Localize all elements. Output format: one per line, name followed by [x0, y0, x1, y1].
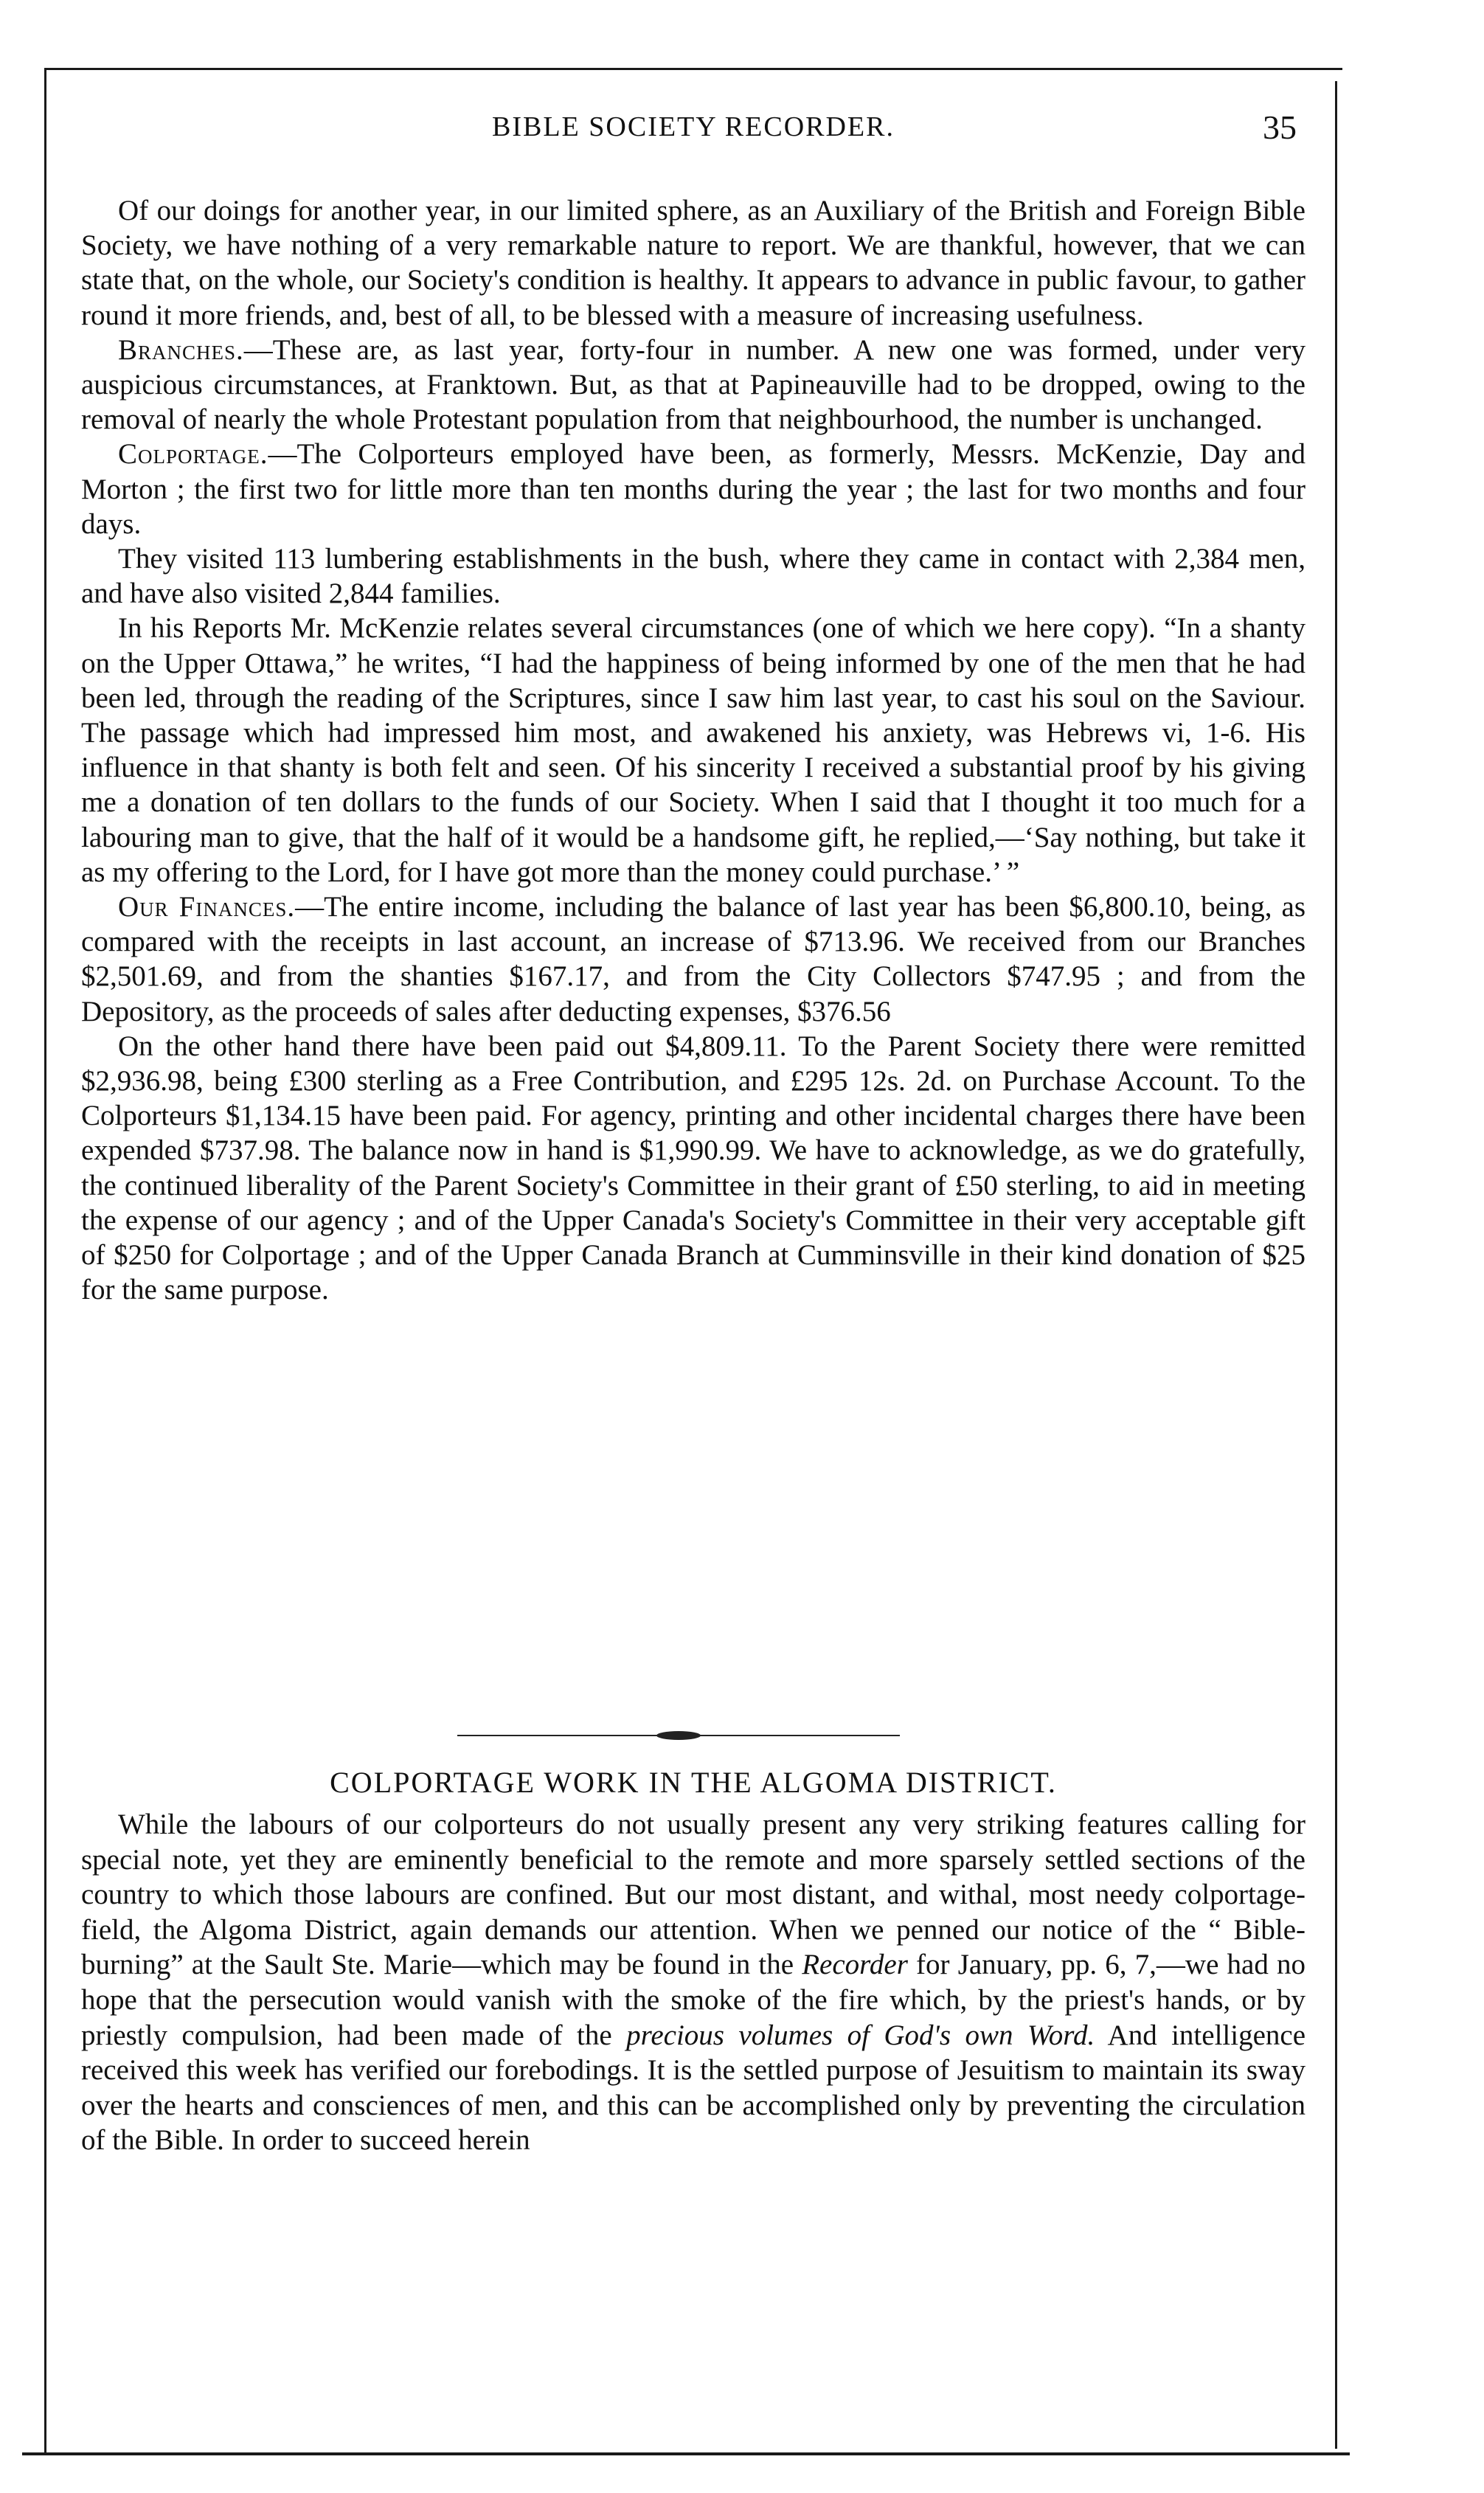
colportage-paragraph	[81, 437, 1306, 541]
report-body	[81, 193, 1306, 1308]
page-header	[81, 108, 1306, 162]
recorder-title: Recorder	[802, 1949, 908, 1981]
finances-text: —The entire income, including the balance of last year has been $6,800.10, being, as compared with the receipts in last account, an increase of $713.96. We received from our Branches $2,501.69, and from the shanties $167.17, and from the City Collectors $747.95 ; and from the Depository, as the proceeds of sales after deducting expenses, $376.56	[81, 891, 1306, 1027]
precious-volumes-phrase: precious volumes of God's own Word.	[626, 2019, 1095, 2051]
branches-paragraph	[81, 333, 1306, 437]
algoma-text-b: for January, pp. 6, 7,—we had no hope that the persecution would vanish with the smoke of the fire which, by the priest's hands, or by priestly compulsion, had been made of the	[81, 1949, 1306, 2051]
colportage-label: Colportage.	[118, 438, 268, 471]
separator-ornament-icon	[656, 1731, 701, 1740]
finances-paragraph	[81, 890, 1306, 1029]
running-title: BIBLE SOCIETY RECORDER.	[492, 111, 895, 142]
mckenzie-paragraph: In his Reports Mr. McKenzie relates several circumstances (one of which we here copy). “In a shanty on the Upper Ottawa,” he writes, “I had the happiness of being informed by one of the men that he had been led, through the reading of the Scriptures, since I saw him last year, to cast his soul on the Saviour. The passage which had impressed him most, and awakened his anxiety, was Hebrews vi, 1-6. His influence in that shanty is both felt and seen. Of his sincerity I received a substantial proof by his giving me a donation of ten dollars to the funds of our Society. When I said that I thought it too much for a labouring man to give, that the half of it would be a handsome gift, he replied,—‘Say nothing, but take it as my offering to the Lord, for I have got more than the money could purchase.’ ”	[81, 612, 1306, 888]
visited-paragraph: They visited 113 lumbering establishments in the bush, where they came in contact with 2,384 men, and have also visited 2,844 families.	[81, 543, 1306, 610]
section-heading: COLPORTAGE WORK IN THE ALGOMA DISTRICT.	[330, 1766, 1057, 1799]
colportage-text: —The Colporteurs employed have been, as formerly, Messrs. McKenzie, Day and Morton ; the first two for little more than ten months during the year ; the last for two months and four days.	[81, 438, 1306, 540]
right-border-rule	[1335, 81, 1337, 2449]
algoma-paragraph	[81, 1807, 1306, 2158]
left-border-rule	[44, 68, 46, 2452]
algoma-text-a: While the labours of our colporteurs do not usually present any very striking features calling for special note, yet they are eminently beneficial to the remote and more sparsely settled sections of the country to which those labours are confined. But our most distant, and withal, most needy colportage-field, the Algoma District, again demands our attention. When we penned our notice of the “ Bible-burning” at the Sault Ste. Marie—which may be found in the	[81, 1809, 1306, 1981]
section-separator-ornament	[457, 1730, 900, 1741]
top-border-rule	[44, 68, 1342, 70]
page-number: 35	[1263, 108, 1297, 146]
finances-label: Our Finances.	[118, 891, 296, 923]
algoma-section-body	[81, 1807, 1306, 2158]
expenditure-paragraph: On the other hand there have been paid out $4,809.11. To the Parent Society there were remitted $2,936.98, being £300 sterling as a Free Contribution, and £295 12s. 2d. on Purchase Account. To the Colporteurs $1,134.15 have been paid. For agency, printing and other incidental charges there have been expended $737.98. The balance now in hand is $1,990.99. We have to acknowledge, as we do gratefully, the continued liberality of the Parent Society's Committee in their grant of £50 sterling, to aid in meeting the expense of our agency ; and of the Upper Canada's Society's Committee in their very acceptable gift of $250 for Colportage ; and of the Upper Canada Branch at Cumminsville in their kind donation of $25 for the same purpose.	[81, 1030, 1306, 1306]
branches-label: Branches.	[118, 333, 244, 366]
intro-paragraph: Of our doings for another year, in our limited sphere, as an Auxiliary of the British and Foreign Bible Society, we have nothing of a very remarkable nature to report. We are thankful, however, that we can state that, on the whole, our Society's condition is healthy. It appears to advance in public favour, to gather round it more friends, and, best of all, to be blessed with a measure of increasing usefulness.	[81, 195, 1306, 331]
algoma-text-c: And intelligence received this week has verified our forebodings. It is the settled purpose of Jesuitism to maintain its sway over the hearts and consciences of men, and this can be accomplished only by preventing the circulation of the Bible. In order to succeed herein	[81, 2019, 1306, 2157]
branches-text: —These are, as last year, forty-four in number. A new one was formed, under very auspicious circumstances, at Franktown. But, as that at Papineauville had to be dropped, owing to the removal of nearly the whole Protestant population from that neighbourhood, the number is unchanged.	[81, 333, 1306, 436]
bottom-border-rule	[22, 2452, 1350, 2455]
